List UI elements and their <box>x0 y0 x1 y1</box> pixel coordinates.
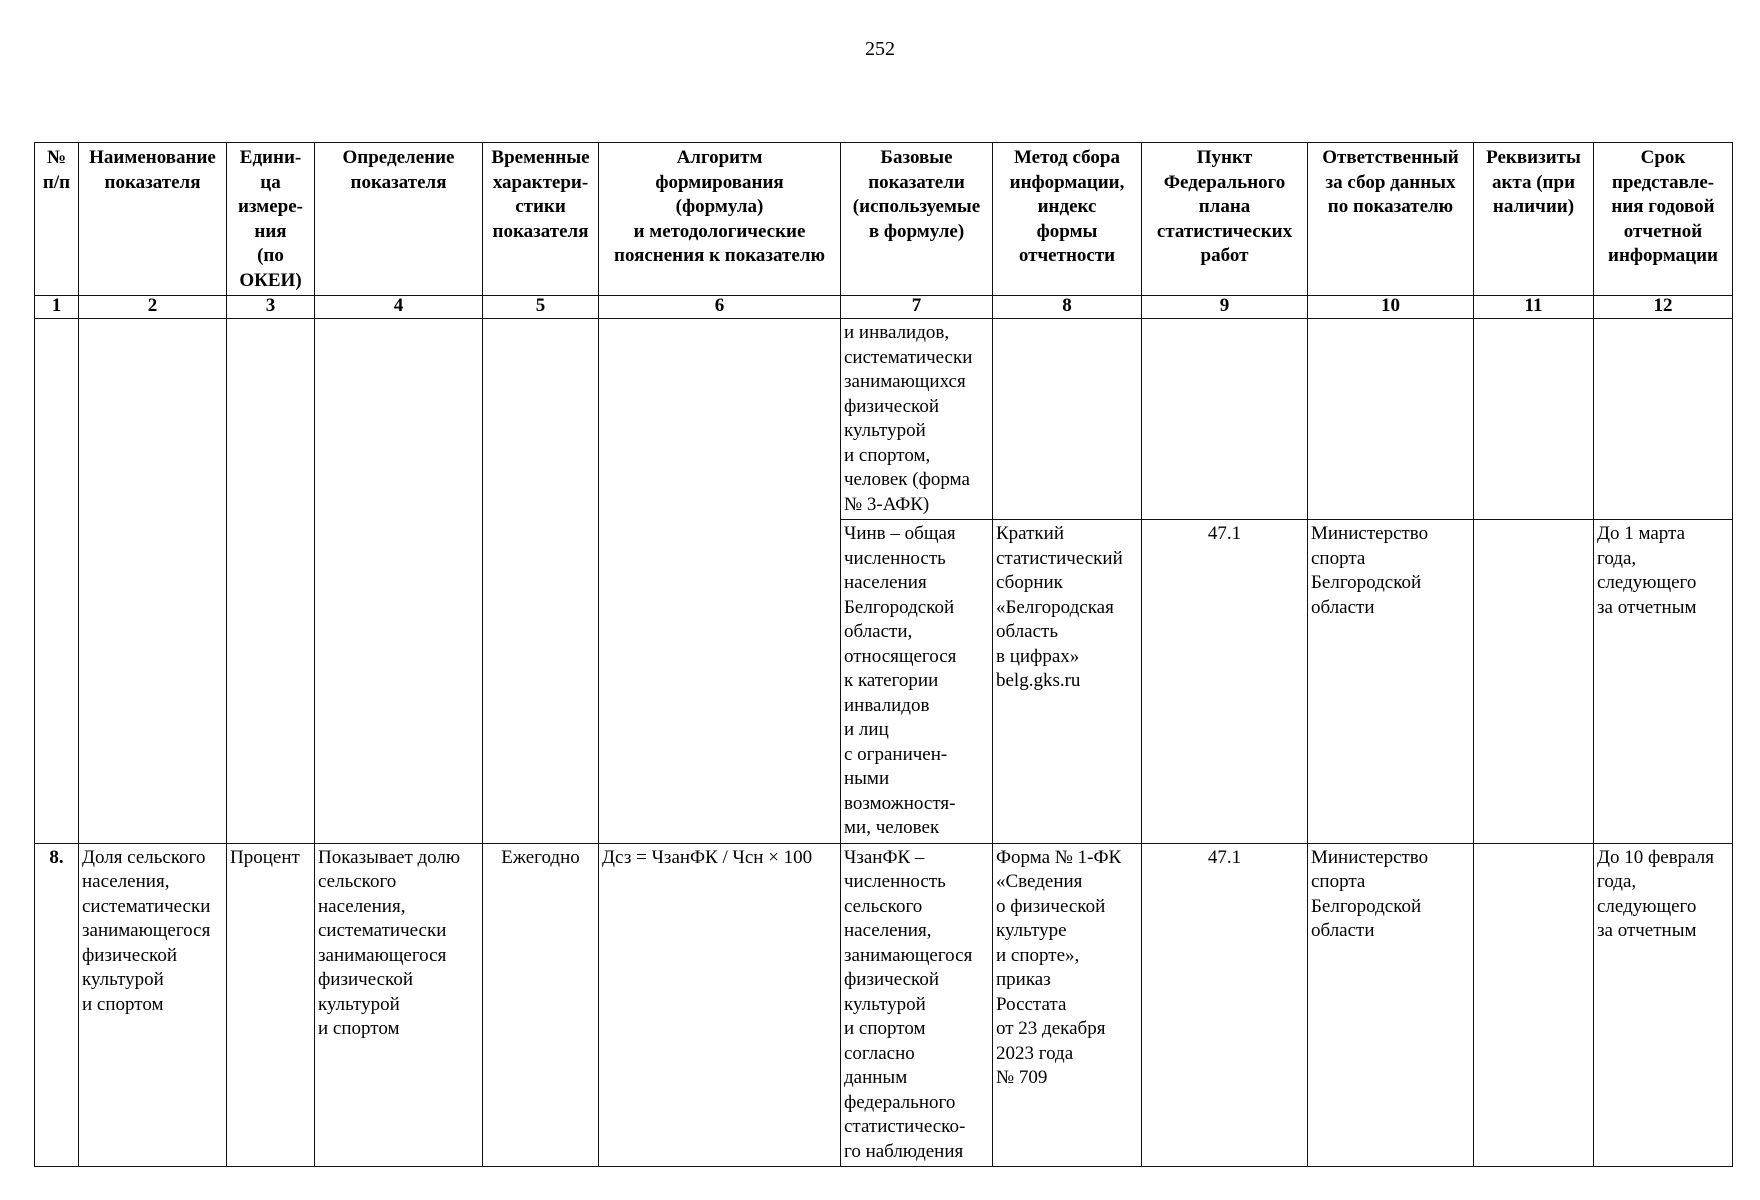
header-time: Временные характери- стики показателя <box>483 143 599 296</box>
deadline-cell: До 10 февраля года, следующего за отчетным <box>1594 843 1733 1167</box>
column-number-row <box>35 296 1733 319</box>
indicator-name-cell: Доля сельского населения, систематически занимающегося физической культурой и спортом <box>79 843 227 1167</box>
plan-item-cell: 47.1 <box>1142 843 1308 1167</box>
definition-cell: Показывает долю сельского населения, систематически занимающегося физической культурой и спортом <box>315 843 483 1167</box>
empty-cell <box>1142 319 1308 520</box>
time-characteristic-cell: Ежегодно <box>483 843 599 1167</box>
column-number: 12 <box>1594 296 1733 319</box>
empty-cell <box>599 319 841 844</box>
base-indicator-cell: Чинв – общая численность населения Белгородской области, относящегося к категории инвалидов и лиц с ограничен- ными возможностя- ми, человек <box>841 520 993 844</box>
empty-cell <box>1474 319 1594 520</box>
header-base: Базовые показатели (используемые в формуле) <box>841 143 993 296</box>
responsible-cell: Министерство спорта Белгородской области <box>1308 843 1474 1167</box>
empty-cell <box>79 319 227 844</box>
base-indicator-cell: ЧзанФК – численность сельского населения, занимающегося физической культурой и спортом согласно данным федерального статистическо- го наблюдения <box>841 843 993 1167</box>
header-num: № п/п <box>35 143 79 296</box>
empty-cell <box>315 319 483 844</box>
column-number: 11 <box>1474 296 1594 319</box>
act-details-cell <box>1474 843 1594 1167</box>
base-indicator-cell: и инвалидов, систематически занимающихся физической культурой и спортом, человек (форма № 3-АФК) <box>841 319 993 520</box>
row-number-cell: 8. <box>35 843 79 1167</box>
empty-cell <box>227 319 315 844</box>
collection-method-cell: Форма № 1-ФК «Сведения о физической культуре и спорте», приказ Росстата от 23 декабря 2023 года № 709 <box>993 843 1142 1167</box>
column-number: 1 <box>35 296 79 319</box>
column-number: 3 <box>227 296 315 319</box>
header-name: Наименование показателя <box>79 143 227 296</box>
empty-cell <box>1308 319 1474 520</box>
empty-cell <box>1474 520 1594 844</box>
header-row <box>35 143 1733 296</box>
column-number: 4 <box>315 296 483 319</box>
table-row <box>35 843 1733 1167</box>
formula-cell: Дсз = ЧзанФК / Чсн × 100 <box>599 843 841 1167</box>
unit-cell: Процент <box>227 843 315 1167</box>
header-definition: Определение показателя <box>315 143 483 296</box>
column-number: 8 <box>993 296 1142 319</box>
header-plan: Пункт Федерального плана статистических работ <box>1142 143 1308 296</box>
responsible-cell: Министерство спорта Белгородской области <box>1308 520 1474 844</box>
column-number: 10 <box>1308 296 1474 319</box>
column-number: 2 <box>79 296 227 319</box>
header-formula: Алгоритм формирования (формула) и методологические пояснения к показателю <box>599 143 841 296</box>
column-number: 6 <box>599 296 841 319</box>
column-number: 5 <box>483 296 599 319</box>
header-act: Реквизиты акта (при наличии) <box>1474 143 1594 296</box>
header-unit: Едини- ца измере- ния (по ОКЕИ) <box>227 143 315 296</box>
indicator-table <box>34 142 1733 1167</box>
empty-cell <box>35 319 79 844</box>
plan-item-cell: 47.1 <box>1142 520 1308 844</box>
table-row <box>35 319 1733 520</box>
header-method: Метод сбора информации, индекс формы отчетности <box>993 143 1142 296</box>
empty-cell <box>1594 319 1733 520</box>
header-responsible: Ответственный за сбор данных по показателю <box>1308 143 1474 296</box>
column-number: 7 <box>841 296 993 319</box>
page-number: 252 <box>865 38 895 60</box>
empty-cell <box>483 319 599 844</box>
column-number: 9 <box>1142 296 1308 319</box>
empty-cell <box>993 319 1142 520</box>
deadline-cell: До 1 марта года, следующего за отчетным <box>1594 520 1733 844</box>
header-deadline: Срок представле- ния годовой отчетной информации <box>1594 143 1733 296</box>
collection-method-cell: Краткий статистический сборник «Белгородская область в цифрах» belg.gks.ru <box>993 520 1142 844</box>
